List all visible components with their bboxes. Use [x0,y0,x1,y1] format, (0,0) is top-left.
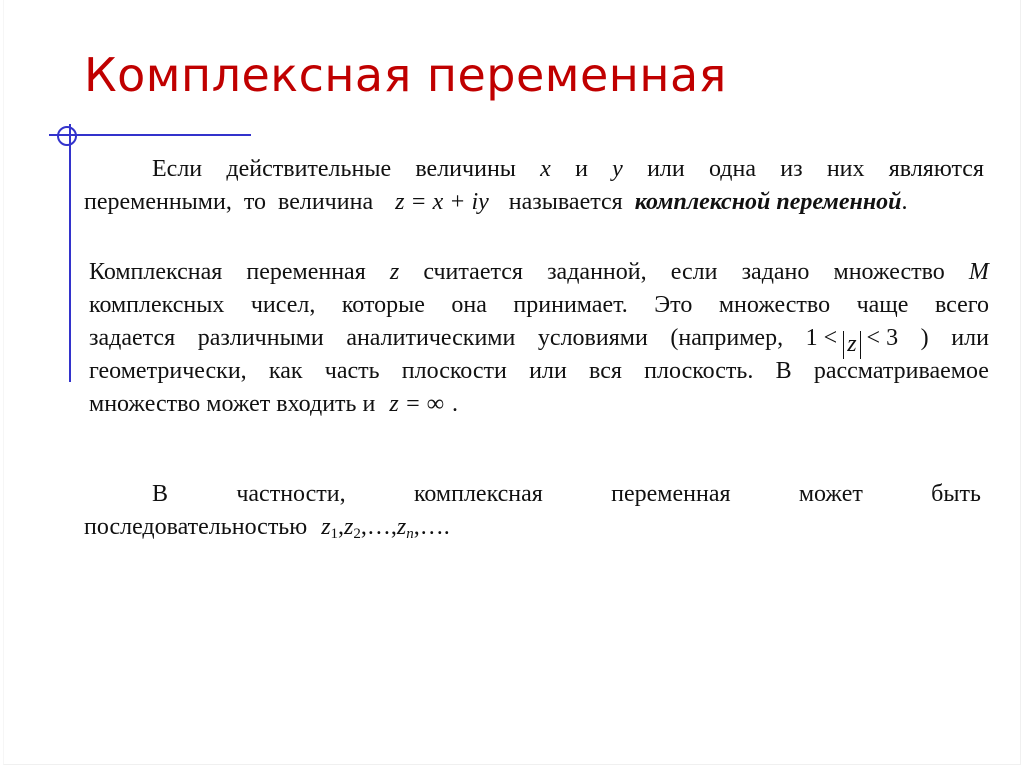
paragraph-line [89,322,989,355]
word: всего [934,292,989,318]
word: чаще [856,292,909,318]
math-sequence [321,511,450,544]
word: задано [741,259,810,285]
word: действительные [226,156,392,182]
ellipsis: … [366,514,391,540]
word: одна [708,156,756,182]
text: множество может входить и [89,391,376,417]
subscript: 2 [353,526,361,542]
word: условиями [537,325,648,351]
word: заданной, [547,259,647,285]
word: или [951,325,989,351]
punctuation: . [451,391,458,417]
word: множество [718,292,831,318]
math-formula-z-equals-x-plus-iy: z = x + iy [395,189,489,215]
text: последовательностью [84,514,308,540]
punctuation: . [901,189,908,215]
word: из [780,156,803,182]
paragraph-line [89,388,989,421]
word: аналитическими [346,325,516,351]
paragraph-line [89,256,989,289]
paragraph-line [84,186,984,219]
word: рассматриваемое [813,358,989,384]
word: Если [152,156,203,182]
word: частности, [236,481,346,507]
word: и [575,156,588,182]
math-variable-z: z [396,514,407,540]
subscript: 1 [330,526,339,542]
word: чисел, [250,292,316,318]
word: то [243,189,267,215]
word: В [775,358,792,384]
word: комплексная [413,481,543,507]
word: ) [920,325,929,351]
slide-title: Комплексная переменная [84,48,727,102]
word: если [670,259,718,285]
decorative-horizontal-line [49,134,251,136]
math-variable-M: M [968,259,989,285]
paragraph-sequence [84,478,981,544]
word: являются [888,156,984,182]
word: считается [423,259,523,285]
paragraph-definition [84,153,984,219]
math-text: 1 < [805,325,838,351]
word: принимает. [513,292,628,318]
word: плоскость. [644,358,754,384]
math-formula-z-infinity: z = ∞ [389,391,444,417]
paragraph-set-description [89,256,989,421]
punctuation: , [338,514,345,540]
math-variable-z: z [344,514,354,540]
paragraph-line [84,478,981,511]
word: называется [508,189,623,215]
math-variable-z: z [321,514,331,540]
subscript: n [406,526,414,542]
word: переменная [611,481,731,507]
word: часть [324,358,380,384]
math-text: < 3 [866,325,899,351]
word: может [798,481,863,507]
word: различными [197,325,324,351]
word: множество [833,259,945,285]
slide [3,0,1021,765]
math-variable-x: x [540,156,551,182]
word: геометрически, [89,358,247,384]
word: В [152,481,169,507]
word: переменная [246,259,366,285]
paragraph-line [84,153,984,186]
paragraph-line [84,511,981,544]
decorative-vertical-line [69,124,71,382]
paragraph-line [89,355,989,388]
punctuation: ,…. [413,514,450,540]
decorative-circle-icon [57,126,77,146]
word: Комплексная [89,259,223,285]
word: как [268,358,303,384]
word: быть [931,481,981,507]
punctuation: , [390,514,397,540]
punctuation: , [360,514,367,540]
math-variable-y: y [612,156,623,182]
word: плоскости [401,358,507,384]
defined-term: комплексной переменной [634,189,902,215]
math-abs-z: z [843,331,860,359]
word: величина [278,189,374,215]
word: (например, [670,325,784,351]
word: Это [654,292,693,318]
word: или [647,156,685,182]
word: задается [89,325,176,351]
word: вся [589,358,622,384]
paragraph-line [89,289,989,322]
word: них [826,156,865,182]
word: она [451,292,487,318]
math-variable-z: z [389,259,400,285]
word: переменными, [84,189,232,215]
word: величины [415,156,516,182]
word: или [529,358,567,384]
word: комплексных [89,292,225,318]
math-inequality [806,322,898,359]
word: которые [341,292,425,318]
